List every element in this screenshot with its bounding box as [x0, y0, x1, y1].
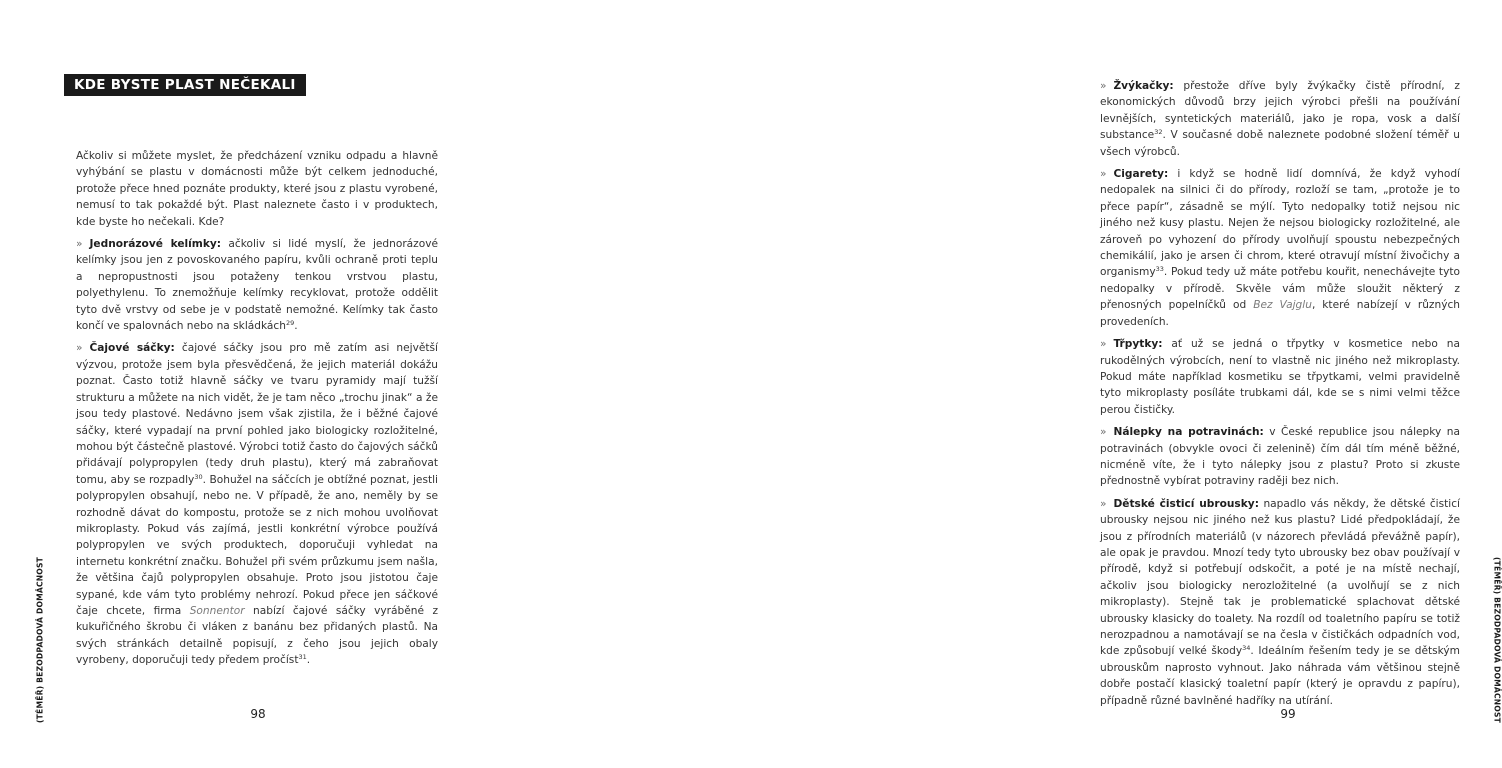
list-item-cups — [76, 236, 438, 334]
item-text: napadlo vás někdy, že dětské čisticí ubrousky nejsou nic jiného než kus plastu? Lidé předpokládají, že jsou z přírodních materiálů (v názorech převládá převážně papír), ale opak je pravdou. Mnozí tedy tyto ubrousky bez obav používají v přírodě, když si potřebují odskočit, a poté je na místě nechají, ačkoliv jsou biologicky nerozložitelné (a uvolňují se z nich mikroplasty). Stejně tak je problematické splachovat dětské ubrousky klasicky do toalety. Na rozdíl od toaletního papíru se totiž nerozpadnou a namotávají se na česla v čističkách odpadních vod, kde způsobují velké škody — [1100, 497, 1460, 658]
bullet-marker: » — [76, 238, 83, 251]
right-page — [512, 0, 1502, 768]
left-page — [0, 0, 512, 768]
footnote-ref: 34 — [1242, 644, 1251, 653]
bullet-marker: » — [1100, 497, 1107, 510]
item-term: Dětské čisticí ubrousky: — [1113, 497, 1259, 510]
brand-name: Bez Vajglu — [1253, 299, 1312, 312]
item-text-continued: , které nabízejí v různých provedeních. — [1100, 299, 1460, 328]
list-item-cigarettes — [1100, 166, 1460, 330]
item-text-continued: . Ideálním řešením tedy je se dětským ubrouskům naprosto vyhnout. Jako náhrada vám většinou stejně dobře postačí klasický toaletní papír (který je opravdu z papíru), případně různé bavlněné hadříky na utírání. — [1100, 645, 1460, 707]
footnote-ref: 32 — [1154, 128, 1163, 137]
item-text-continued: . Pokud tedy už máte potřebu kouřit, nenechávejte tyto nedopalky v přírodě. Skvěle vám může sloužit některý z přenosných popelníčků od — [1100, 266, 1460, 312]
bullet-marker: » — [1100, 168, 1107, 181]
item-text-continued: nabízí čajové sáčky vyráběné z kukuřičného škrobu či vláken z banánu bez přidaných plastů. Na svých stránkách detailně popisují, z čeho jsou jejich obaly vyrobeny, doporučuji tedy předem pročíst — [76, 604, 438, 667]
footnote-ref: 31 — [298, 653, 307, 662]
footnote-ref: 30 — [194, 472, 203, 481]
brand-name: Sonnentor — [189, 604, 245, 617]
item-text: přestože dříve byly žvýkačky čistě přírodní, z ekonomických důvodů brzy jejich výrobci přešli na používání levnějších, syntetických materiálů, jako je ropa, vosk a další substance — [1100, 80, 1460, 142]
list-item-food-stickers — [1100, 424, 1460, 490]
bullet-marker: » — [76, 342, 83, 355]
page-number-left: 98 — [250, 707, 266, 721]
list-item-teabags — [76, 340, 438, 668]
item-text: čajové sáčky jsou pro mě zatím asi největší výzvou, protože jsem byla přesvědčená, že jejich materiál dokážu poznat. Často totiž hlavně sáčky ve tvaru pyramidy mají tužší strukturu a můžete na nich vidět, že je tam něco „trochu jinak“ a že jsou tedy plastové. Nedávno jsem však zjistila, že i běžné čajové sáčky, které vypadají na první pohled jako biologicky rozložitelné, mohou být částečně plastové. Výrobci totiž často do čajových sáčků přidávají polypropylen (tedy druh plastu), který má zabraňovat tomu, aby se rozpadly — [76, 342, 438, 486]
item-text-end: . — [294, 320, 298, 333]
running-title-right: (TÉMĚŘ) BEZODPADOVÁ DOMÁCNOST — [1492, 557, 1502, 723]
section-heading: KDE BYSTE PLAST NEČEKALI — [64, 74, 306, 96]
item-term: Žvýkačky: — [1113, 80, 1174, 92]
item-text: i když se hodně lidí domnívá, že když vyhodí nedopalek na silnici či do přírody, rozloží se tam, „protože je to přece papír“, zásadně se mýlí. Tyto nedopalky totiž nejsou nic jiného než kusy plastu. Nejen že nejsou biologicky rozložitelné, ale zároveň po vyhození do přírody uvolňují spoustu nebezpečných chemikálií, jako je arsen či chrom, které otravují místní živočichy a organismy — [1100, 168, 1460, 279]
list-item-chewing-gum — [1100, 78, 1460, 160]
running-title-left: (TÉMĚŘ) BEZODPADOVÁ DOMÁCNOST — [35, 557, 45, 723]
footnote-ref: 33 — [1155, 265, 1164, 274]
bullet-marker: » — [1100, 426, 1107, 439]
item-text: ať už se jedná o třpytky v kosmetice nebo na rukodělných výrobcích, není to vlastně nic jiného než mikroplasty. Pokud máte například kosmetiku se třpytkami, velmi pravidelně tyto mikroplasty posíláte trubkami dál, kde se s nimi velmi těžce perou čističky. — [1100, 338, 1460, 416]
item-term: Třpytky: — [1113, 338, 1163, 351]
bullet-marker: » — [1100, 80, 1107, 92]
intro-paragraph: Ačkoliv si můžete myslet, že předcházení vzniku odpadu a hlavně vyhýbání se plastu v domácnosti může být celkem jednoduché, protože přece hned poznáte produkty, které jsou z plastu vyrobené, nemusí to tak pokaždé být. Plast naleznete často i v produktech, kde byste ho nečekali. Kde? — [76, 150, 438, 228]
item-text: ačkoliv si lidé myslí, že jednorázové kelímky jsou jen z povoskovaného papíru, kvůli ochraně proti teplu a nepropustnosti jsou potaženy tenkou vrstvou plastu, polyethylenu. To znemožňuje kelímky recyklovat, protože oddělit tyto dvě vrstvy od sebe je v podstatě nemožné. Kelímky tak často končí ve spalovnách nebo na skládkách — [76, 238, 438, 333]
item-text-end: . — [306, 654, 311, 667]
page-number-right: 99 — [1280, 707, 1296, 721]
list-item-baby-wipes — [1100, 496, 1460, 709]
item-text-continued: . Bohužel na sáčcích je obtížné poznat, jestli polypropylen obsahují, nebo ne. V případě, že ano, neměly by se rozhodně dávat do kompostu, protože se z nich mohou uvolňovat mikroplasty. Pokud vás zajímá, jestli konkrétní výrobce používá polypropylen ve svých produktech, doporučuji vyhledat na internetu konkrétní značku. Bohužel při svém průzkumu jsem našla, že většina čajů polypropylen obsahuje. Proto jsou jistotou čaje sypané, kde vám tyto problémy nehrozí. Pokud přece jen sáčkové čaje chcete, firma — [76, 473, 439, 617]
list-item-glitter — [1100, 336, 1460, 418]
item-term: Jednorázové kelímky: — [89, 238, 222, 251]
item-term: Čajové sáčky: — [89, 342, 175, 355]
item-term: Cigarety: — [1113, 168, 1169, 181]
item-text-continued: . V současné době naleznete podobné složení téměř u všech výrobců. — [1100, 129, 1460, 158]
item-term: Nálepky na potravinách: — [1113, 426, 1264, 439]
right-page-body — [1100, 78, 1460, 709]
item-text: v České republice jsou nálepky na potravinách (obvykle ovoci či zelenině) čím dál tím méně běžné, nicméně víte, že i tyto nálepky jsou z plastu? Proto si zkuste přednostně vybírat potraviny raději bez nich. — [1100, 426, 1460, 488]
footnote-ref: 29 — [285, 319, 295, 328]
left-page-body — [76, 148, 438, 669]
bullet-marker: » — [1100, 338, 1107, 351]
